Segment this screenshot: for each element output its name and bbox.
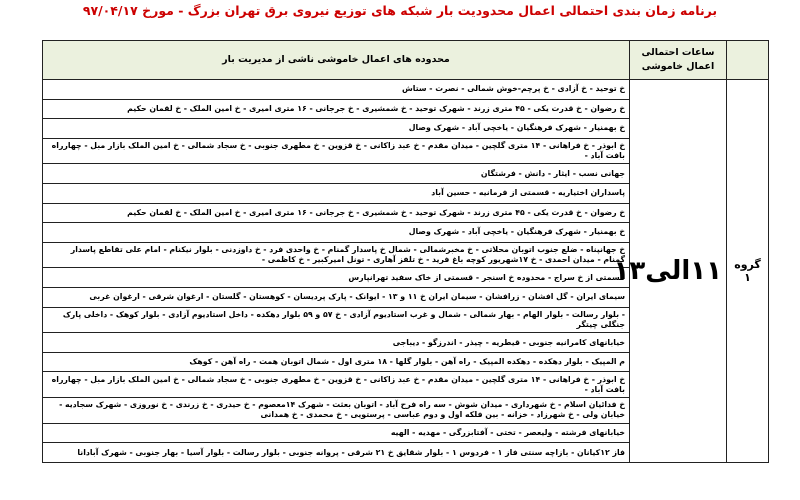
table-row [43, 80, 769, 100]
area-cell: پاسداران اختیاریه - قسمتی از فرمانیه - حسین آباد [43, 184, 630, 204]
area-cell: - بلوار رسالت - بلوار الهام - بهار شمالی - شمال و غرب استادیوم آزادی - خ ۵۷ و ۵۹ بلوار دهکده - داخل استادیوم آزادی - بلوار کوهک - داخلی پارک جنگلی چیتگر [43, 307, 630, 333]
area-cell: م المپیک - بلوار دهکده - دهکده المپیک - راه آهن - بلوار گلها - ۱۸ متری اول - شمال اتوبان همت - راه آهن - کوهک [43, 352, 630, 372]
area-cell: خ ابوذر - خ فراهانی - ۱۴ متری گلچین - میدان مقدم - خ عبد زاکانی - خ قزوین - خ مطهری جنوبی - خ سجاد شمالی - خ امین الملک بازار مبل - چهارراه بافت آباد - [43, 372, 630, 398]
area-cell: خ بهمنیار - شهرک فرهنگیان - یاخچی آباد - شهرک وصال [43, 119, 630, 139]
group-header-cell [727, 41, 769, 80]
area-cell: خ رضوان - خ قدرت یکی - ۴۵ متری زرند - شهرک توحید - خ شمشیری - خ جرجانی - ۱۶ متری امیری - خ امین الملک - خ لقمان حکیم [43, 99, 630, 119]
area-cell: جهانی نسب - ایثار - دانش - فرشتگان [43, 164, 630, 184]
area-cell: خیابانهای فرشته - ولیعصر - تختی - آفتابزرگی - مهدیه - الهیه [43, 423, 630, 443]
area-cell: فاز ۱۲کیانان - بازاچه سنتی فاز ۱ - فردوس ۱ - بلوار شقایق خ ۲۱ شرقی - پروانه جنوبی - بلوار رسالت - بلوار آسیا - بهار جنوبی - شهرک آبادانا [43, 443, 630, 463]
area-cell: قسمتی از خ سراج - محدوده خ اسنجر - قسمتی از خاک سفید تهرانپارس [43, 268, 630, 288]
area-cell: سیمای ایران - گل افشان - زرافشان - سیمان ایران خ ۱۱ و ۱۳ - ایوانک - پارک پردیسان - کوهستان - گلستان - ارغوان شرقی - ارغوان غربی [43, 288, 630, 308]
area-header: محدوده های اعمال خاموشی ناشی از مدیریت بار [43, 41, 630, 80]
schedule-table [42, 40, 769, 463]
group-label: گروه ۱ [727, 80, 769, 463]
area-cell: خ فدائیان اسلام - خ شهرداری - میدان شوش - سه راه فرح آباد - اتوبان بعثت - شهرک ۱۴معصوم - خ حیدری - خ زرندی - خ نوروزی - شهرک سجادیه - خیابان ولی - خ شهرزاد - خزانه - بین فلکه اول و دوم عباسی - پرستویی - خ محمدی - خ همدانی [43, 398, 630, 424]
page-title: برنامه زمان بندی احتمالی اعمال محدودیت بار شبکه های توزیع نیروی برق تهران بزرگ - مورخ ۹۷/۰۴/۱۷ [82, 3, 718, 18]
area-cell: خیابانهای کامرانیه جنوبی - قیطریه - چیذر - اندرزگو - دیباجی [43, 333, 630, 353]
area-cell: خ رضوان - خ قدرت یکی - ۴۵ متری زرند - شهرک توحید - خ شمشیری - خ جرجانی - ۱۶ متری امیری - خ امین الملک - خ لقمان حکیم [43, 203, 630, 223]
area-cell: خ جهانپناه - ضلع جنوب اتوبان محلاتی - خ مخبرشمالی - شمال خ پاسدار گمنام - خ واحدی فرد - خ داوزدنی - بلوار نیکنام - امام علی تقاطع پاسدار گمنام - میدان احمدی - خ ۱۷شهریور کوچه باغ فرید - خ تلفز آهاری - تونل امیرکبیر - خ کاظمی - [43, 242, 630, 268]
time-range: ۱۱الی۱۳ [630, 80, 727, 463]
table-header-row [43, 41, 769, 80]
area-cell: خ ابوذر - خ فراهانی - ۱۴ متری گلچین - میدان مقدم - خ عبد زاکانی - خ قزوین - خ مطهری جنوبی - خ سجاد شمالی - خ امین الملک بازار مبل - چهارراه بافت آباد - [43, 138, 630, 164]
area-cell: خ توحید - خ آزادی - خ پرچم-خوش شمالی - نصرت - ستاش [43, 80, 630, 100]
area-cell: خ بهمنیار - شهرک فرهنگیان - یاخچی آباد - شهرک وصال [43, 223, 630, 243]
time-header: ساعات احتمالی اعمال خاموشی [630, 41, 727, 80]
